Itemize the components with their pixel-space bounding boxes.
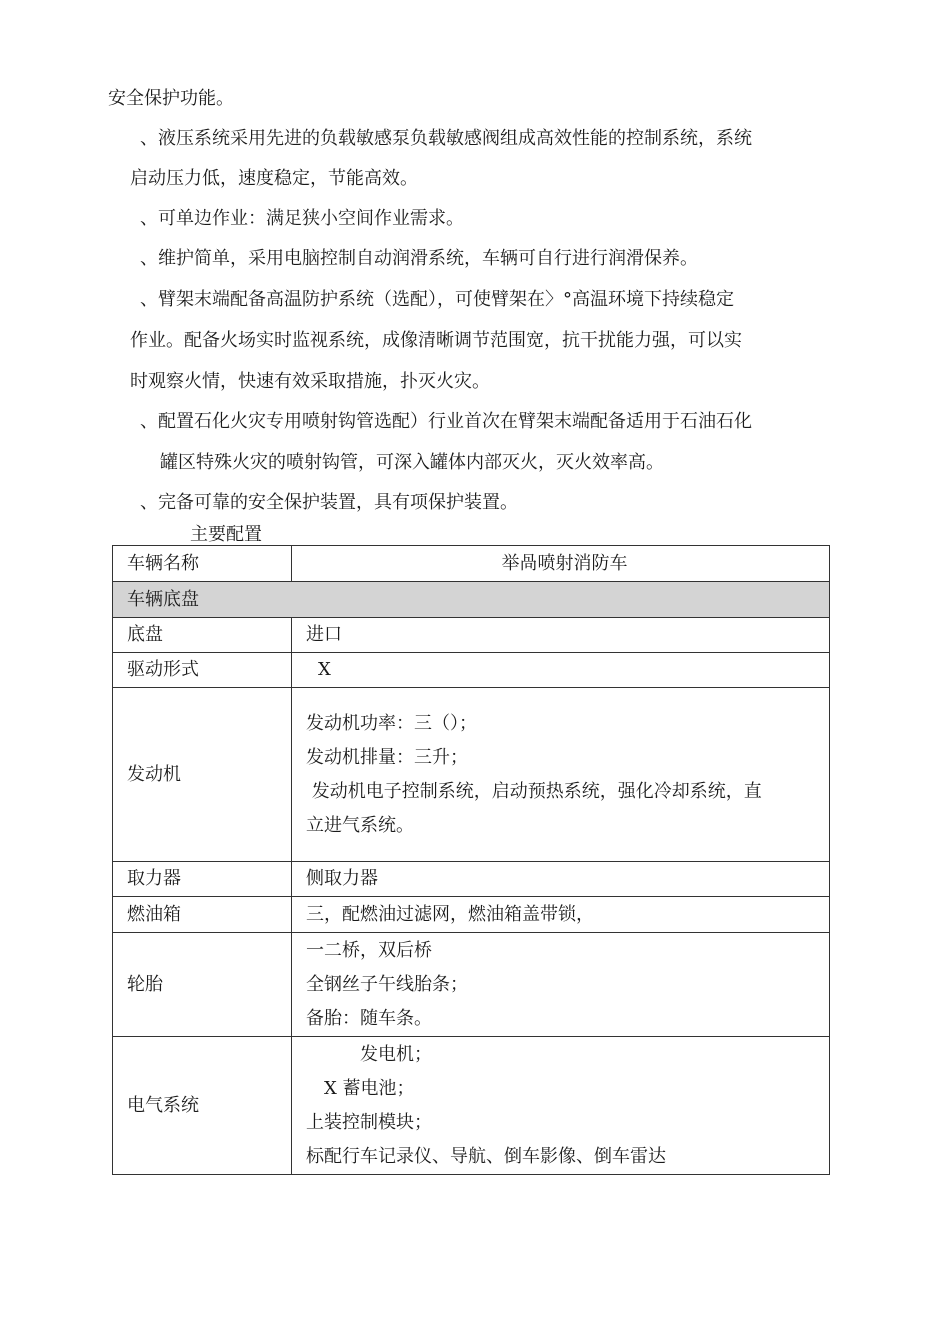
- row-value: [292, 618, 830, 653]
- table-header-row: [113, 546, 830, 582]
- value-line: 全钢丝子午线胎条；: [306, 973, 468, 995]
- table-row: [113, 618, 830, 653]
- table-row: [113, 933, 830, 1037]
- value-line: 发动机功率：三（）；: [306, 712, 477, 734]
- paragraph-high-temp-cont2: 时观察火情，快速有效采取措施，扑灭火灾。: [130, 371, 490, 392]
- value-line: 发动机排量：三升；: [306, 746, 468, 768]
- paragraph-hydraulic: 、液压系统采用先进的负载敏感泵负载敏感阀组成高效性能的控制系统，系统: [140, 128, 752, 149]
- paragraph-petrochemical-cont: 罐区特殊火灾的喷射钩管，可深入罐体内部灭火，灭火效率高。: [160, 452, 664, 473]
- value-line: 备胎：随车条。: [306, 1007, 432, 1029]
- row-value: [292, 933, 830, 1037]
- paragraph-protection: 、完备可靠的安全保护装置，具有项保护装置。: [140, 492, 518, 513]
- value-line: 立进气系统。: [306, 814, 414, 836]
- value-line: 发电机；: [360, 1043, 432, 1065]
- configuration-table: [112, 545, 830, 1175]
- paragraph-petrochemical: 、配置石化火灾专用喷射钩管选配）行业首次在臂架末端配备适用于石油石化: [140, 411, 752, 432]
- row-value: [292, 1037, 830, 1175]
- value-line: X 蓄电池；: [324, 1077, 415, 1099]
- paragraph-high-temp: 、臂架末端配备高温防护系统（选配），可使臂架在〉°高温环境下持续稳定: [140, 289, 734, 310]
- table-row: [113, 897, 830, 933]
- value-line: 侧取力器: [306, 868, 378, 889]
- value-line: 上装控制模块；: [306, 1111, 432, 1133]
- row-label: 轮胎: [113, 933, 292, 1037]
- row-value: [292, 862, 830, 897]
- paragraph-safety: 安全保护功能。: [108, 88, 234, 109]
- section-row: [113, 582, 830, 618]
- header-label: 车辆名称: [113, 546, 292, 582]
- value-line: X: [318, 659, 331, 680]
- row-value: [292, 653, 830, 688]
- row-label: 取力器: [113, 862, 292, 897]
- value-line: 发动机电子控制系统，启动预热系统，强化冷却系统，直: [306, 780, 762, 802]
- row-label: 电气系统: [113, 1037, 292, 1175]
- value-line: 进口: [306, 624, 342, 645]
- row-value: [292, 688, 830, 862]
- table-row: [113, 688, 830, 862]
- value-line: 标配行车记录仪、导航、倒车影像、倒车雷达: [306, 1145, 666, 1167]
- table-row: [113, 653, 830, 688]
- paragraph-high-temp-cont1: 作业。配备火场实时监视系统，成像清晰调节范围宽，抗干扰能力强，可以实: [130, 330, 742, 351]
- value-line: 一二桥，双后桥: [306, 939, 432, 961]
- value-line: 三，配燃油过滤网，燃油箱盖带锁，: [306, 903, 594, 925]
- paragraph-hydraulic-cont: 启动压力低，速度稳定，节能高效。: [130, 168, 418, 189]
- row-value: [292, 897, 830, 933]
- table-row: [113, 1037, 830, 1175]
- paragraph-maintenance: 、维护简单，采用电脑控制自动润滑系统，车辆可自行进行润滑保养。: [140, 248, 698, 269]
- section-title: 车辆底盘: [113, 582, 830, 618]
- row-label: 驱动形式: [113, 653, 292, 688]
- row-label: 燃油箱: [113, 897, 292, 933]
- row-label: 发动机: [113, 688, 292, 862]
- table-caption: 主要配置: [190, 524, 262, 545]
- header-value: 举咼喷射消防车: [292, 546, 830, 582]
- paragraph-single-side: 、可单边作业：满足狭小空间作业需求。: [140, 208, 464, 229]
- table-row: [113, 862, 830, 897]
- row-label: 底盘: [113, 618, 292, 653]
